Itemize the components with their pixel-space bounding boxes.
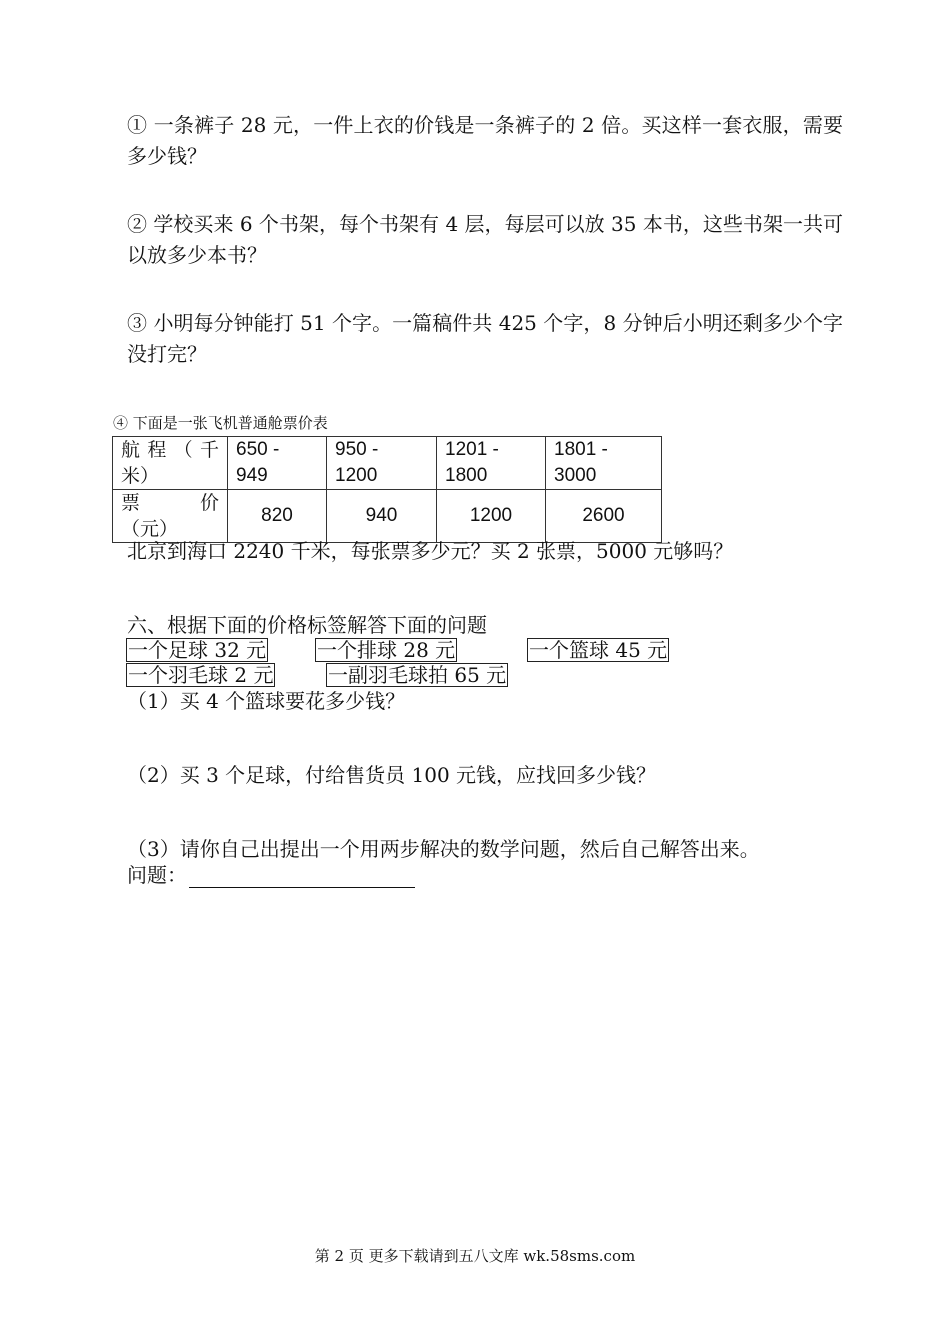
price-cell: 820 xyxy=(228,490,327,543)
table-row xyxy=(113,490,662,543)
price-tag-shuttlecock: 一个羽毛球 2 元 xyxy=(128,663,274,687)
sub-question-3: （3）请你自己出提出一个用两步解决的数学问题，然后自己解答出来。 xyxy=(127,837,760,861)
price-cell: 1200 xyxy=(437,490,546,543)
question-3: ③ 小明每分钟能打 51 个字。一篇稿件共 425 个字，8 分钟后小明还剩多少个字没打完？ xyxy=(127,311,843,366)
fare-table-caption: ④ 下面是一张飞机普通舱票价表 xyxy=(113,414,328,432)
question-answer-line xyxy=(127,862,415,888)
question-label: 问题： xyxy=(127,863,187,887)
price-tag-volleyball: 一个排球 28 元 xyxy=(317,638,456,662)
question-2: ② 学校买来 6 个书架，每个书架有 4 层，每层可以放 35 本书，这些书架一共可以放多少本书？ xyxy=(127,212,843,267)
price-tag-basketball: 一个篮球 45 元 xyxy=(529,638,668,662)
price-tag-racket: 一副羽毛球拍 65 元 xyxy=(328,663,507,687)
sub-question-1: （1）买 4 个篮球要花多少钱？ xyxy=(127,689,406,713)
page-footer: 第 2 页 更多下载请到五八文库 wk.58sms.com xyxy=(314,1247,636,1265)
distance-header-cell: 航 程 （ 千 米） xyxy=(113,437,228,490)
sub-question-2: （2）买 3 个足球，付给售货员 100 元钱，应找回多少钱？ xyxy=(127,763,657,787)
answer-blank[interactable] xyxy=(189,865,415,888)
table-row xyxy=(113,437,662,490)
distance-cell: 1201 - 1800 xyxy=(437,437,546,490)
price-header-cell: 票 价 （元） xyxy=(113,490,228,543)
distance-cell: 950 - 1200 xyxy=(327,437,437,490)
price-cell: 940 xyxy=(327,490,437,543)
question-1: ① 一条裤子 28 元，一件上衣的价钱是一条裤子的 2 倍。买这样一套衣服，需要多少钱？ xyxy=(127,113,843,168)
distance-cell: 1801 - 3000 xyxy=(546,437,662,490)
fare-table xyxy=(112,436,662,543)
question-4-text: 北京到海口 2240 千米，每张票多少元？买 2 张票，5000 元够吗？ xyxy=(127,539,734,563)
distance-cell: 650 - 949 xyxy=(228,437,327,490)
price-cell: 2600 xyxy=(546,490,662,543)
price-tag-football: 一个足球 32 元 xyxy=(128,638,267,662)
section-6-title: 六、根据下面的价格标签解答下面的问题 xyxy=(127,613,487,637)
